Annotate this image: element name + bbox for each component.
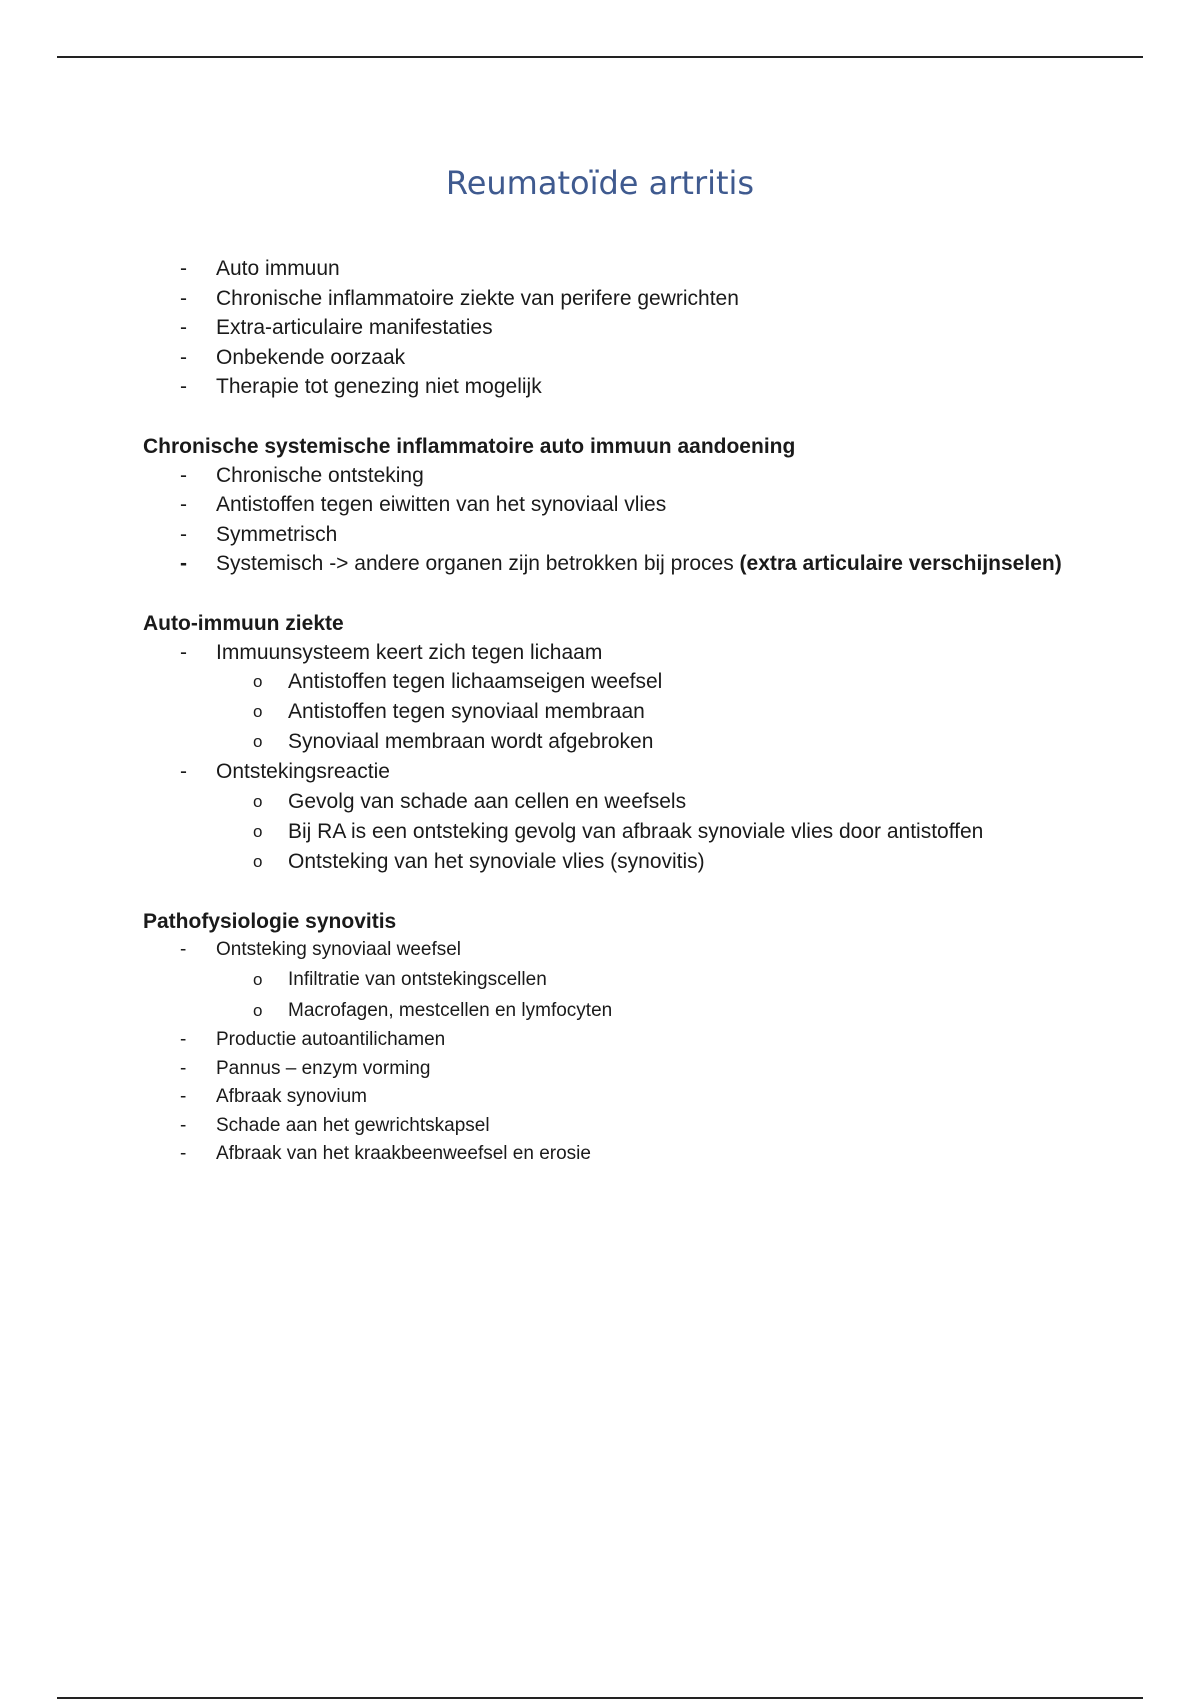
list-item: - Onbekende oorzaak xyxy=(180,345,406,369)
list-item: - Immuunsysteem keert zich tegen lichaam o Antistoffen tegen lichaamseigen weefsel o Antistoffen tegen synoviaal membraan o Synoviaal membraan wordt afgebroken xyxy=(143,638,1103,758)
page-title: Reumatoïde artritis xyxy=(445,164,755,202)
section-auto-immuun xyxy=(143,609,1103,877)
section-list xyxy=(143,936,1103,1169)
list-item: - Systemisch -> andere organen zijn betrokken bij proces (extra articulaire verschijnselen) xyxy=(180,552,1062,575)
list-item: - Symmetrisch xyxy=(180,522,338,546)
sub-list xyxy=(216,964,1103,1026)
list-item: - Afbraak van het kraakbeenweefsel en erosie xyxy=(180,1143,591,1164)
list-item: - Pannus – enzym vorming xyxy=(180,1057,431,1079)
sub-list xyxy=(216,667,1103,757)
list-item: - Ontstekingsreactie o Gevolg van schade aan cellen en weefsels o Bij RA is een ontsteking gevolg van afbraak synoviale vlies door antistoffen o Ontsteking van het synoviale vlies (synovitis) xyxy=(143,757,1103,877)
list-item: - Chronische inflammatoire ziekte van perifere gewrichten xyxy=(180,286,739,310)
sub-list-item: o Macrofagen, mestcellen en lymfocyten xyxy=(253,1000,613,1021)
list-item: - Therapie tot genezing niet mogelijk xyxy=(180,375,542,398)
sub-list-item: o Ontsteking van het synoviale vlies (synovitis) xyxy=(253,849,705,873)
sub-list xyxy=(216,787,1103,877)
intro-list xyxy=(143,254,1103,402)
list-item: - Ontsteking synoviaal weefsel o Infiltratie van ontstekingscellen o Macrofagen, mestcellen en lymfocyten xyxy=(143,936,1103,1027)
section-list xyxy=(143,638,1103,877)
list-item: - Schade aan het gewrichtskapsel xyxy=(180,1114,490,1136)
section-heading: Auto-immuun ziekte xyxy=(143,611,344,635)
list-item: - Productie autoantilichamen xyxy=(180,1029,446,1050)
section-heading: Pathofysiologie synovitis xyxy=(143,909,397,933)
section-chronische xyxy=(143,432,1103,579)
list-item: - Chronische ontsteking xyxy=(180,463,424,487)
sub-list-item: o Gevolg van schade aan cellen en weefsels xyxy=(253,789,687,813)
list-item: - Afbraak synovium xyxy=(180,1086,368,1107)
sub-list-item: o Antistoffen tegen synoviaal membraan xyxy=(253,700,645,723)
list-item: - Auto immuun xyxy=(180,257,340,280)
sub-list-item: o Synoviaal membraan wordt afgebroken xyxy=(253,730,654,753)
section-list xyxy=(143,461,1103,579)
list-item: - Antistoffen tegen eiwitten van het synoviaal vlies xyxy=(180,493,667,516)
document-body xyxy=(143,254,1103,1169)
header-rule xyxy=(57,56,1143,58)
list-item: - Extra-articulaire manifestaties xyxy=(180,316,493,339)
section-heading: Chronische systemische inflammatoire auto immuun aandoening xyxy=(143,434,796,458)
footer-rule xyxy=(57,1697,1143,1699)
sub-list-item: o Bij RA is een ontsteking gevolg van afbraak synoviale vlies door antistoffen xyxy=(253,819,984,843)
section-pathofysiologie xyxy=(143,907,1103,1169)
sub-list-item: o Infiltratie van ontstekingscellen xyxy=(253,969,547,990)
sub-list-item: o Antistoffen tegen lichaamseigen weefsel xyxy=(253,670,663,693)
